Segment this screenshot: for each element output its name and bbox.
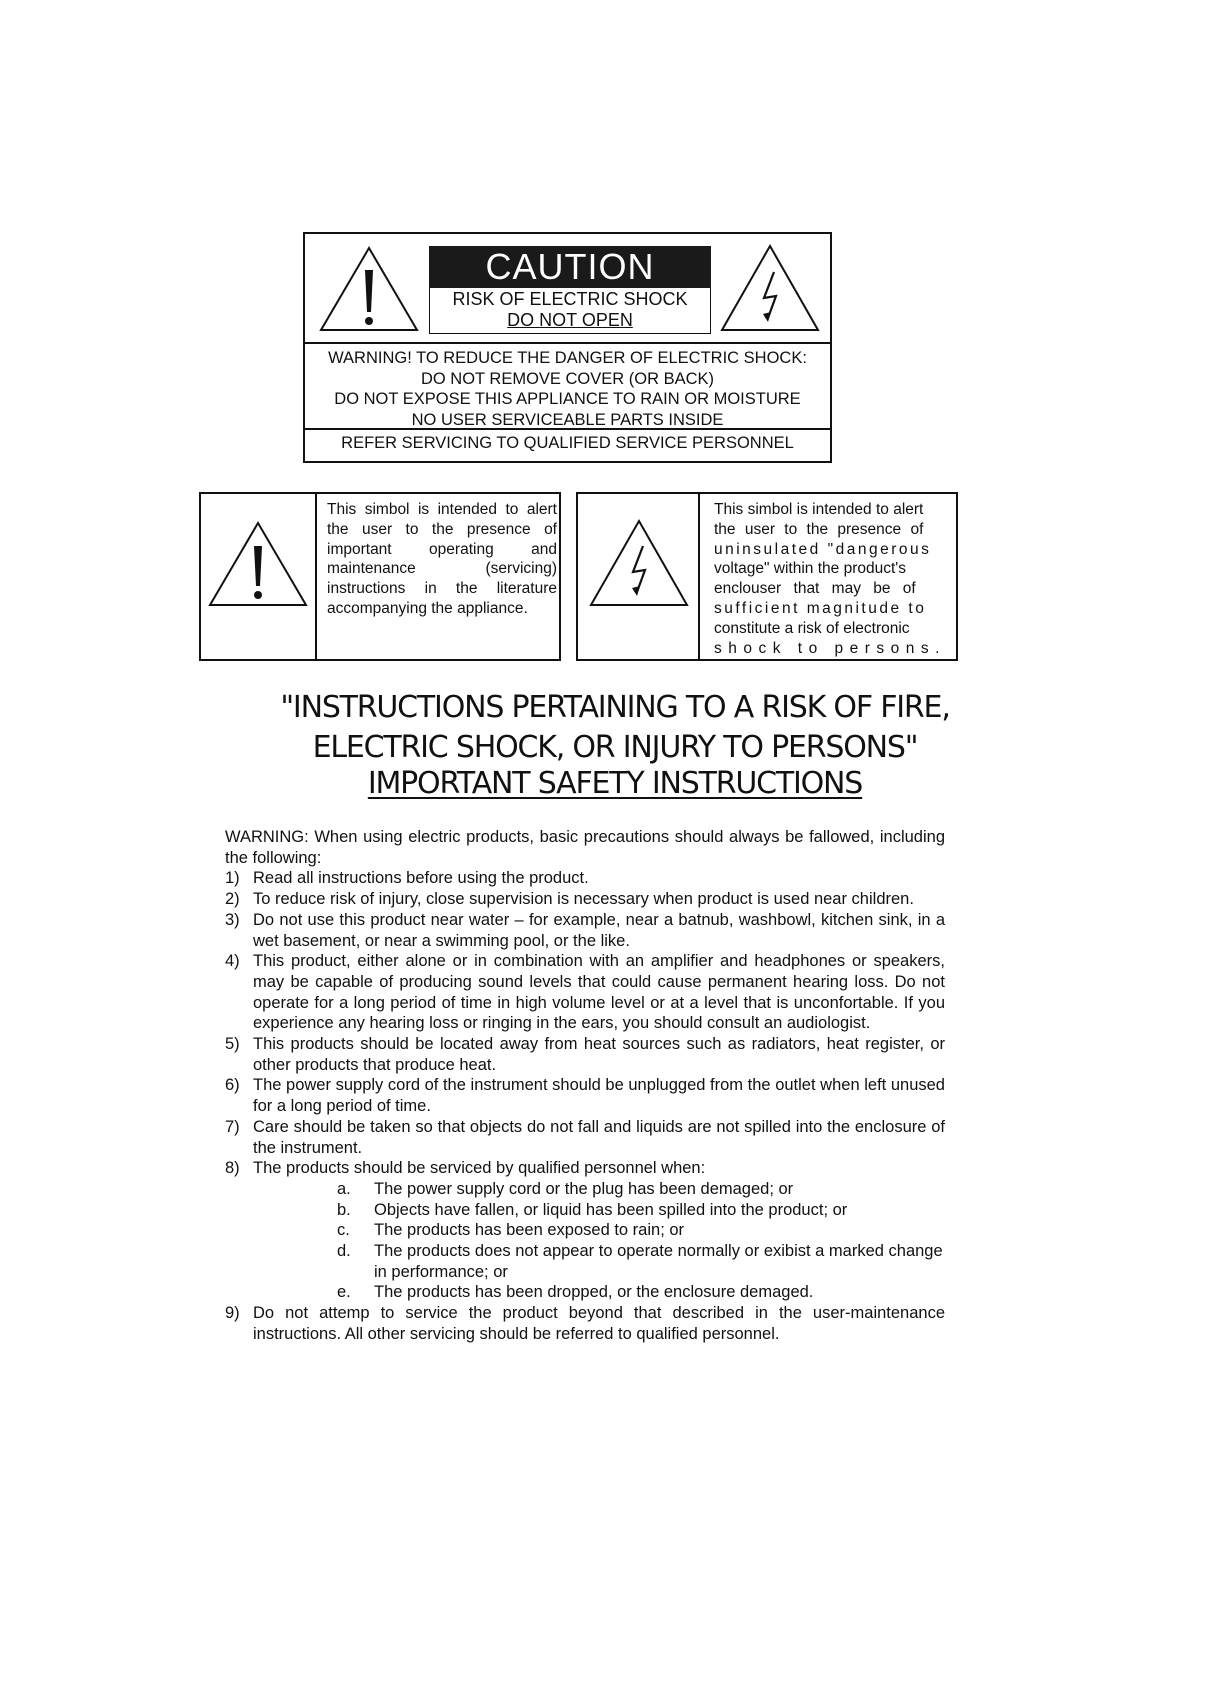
sub-item-text: Objects have fallen, or liquid has been spilled into the product; or <box>374 1200 848 1219</box>
sub-item-letter: c. <box>337 1221 350 1240</box>
lightning-symbol-box <box>576 492 958 661</box>
caution-subtitle <box>429 288 711 334</box>
item-number: 5) <box>225 1035 240 1054</box>
sub-item-text: The power supply cord or the plug has been demaged; or <box>374 1179 794 1198</box>
lightning-symbol-text <box>714 500 952 658</box>
heading-line-2: ELECTRIC SHOCK, OR INJURY TO PERSONS" <box>312 730 918 765</box>
exclamation-symbol-box <box>199 492 561 661</box>
caution-title: CAUTION <box>429 246 711 288</box>
caution-warning <box>305 344 830 430</box>
warning-line: DO NOT EXPOSE THIS APPLIANCE TO RAIN OR MOISTURE <box>334 390 801 408</box>
caution-label <box>303 232 832 463</box>
lightning-icon-cell <box>578 494 700 659</box>
warning-line: NO USER SERVICEABLE PARTS INSIDE <box>411 410 724 429</box>
item-text: Read all instructions before using the product. <box>253 869 589 888</box>
safety-instructions <box>225 827 945 1345</box>
sub-list-item <box>225 1179 945 1200</box>
sub-item-text: The products does not appear to operate normally or exibist a marked change in performance; or <box>374 1242 943 1281</box>
item-text: To reduce risk of injury, close supervision is necessary when product is used near children. <box>253 890 914 909</box>
lightning-text-line: uninsulated "dangerous <box>714 540 932 558</box>
list-item <box>225 1034 945 1075</box>
lightning-text-line: This simbol is intended to alert <box>714 501 924 518</box>
caution-refer: REFER SERVICING TO QUALIFIED SERVICE PERSONNEL <box>341 434 794 452</box>
sub-list-item <box>225 1241 945 1282</box>
list-item <box>225 889 945 910</box>
sub-item-letter: a. <box>337 1179 351 1198</box>
lightning-triangle-icon <box>588 518 690 608</box>
caution-line-2: DO NOT OPEN <box>507 310 633 330</box>
caution-header <box>305 234 830 344</box>
item-text: Do not use this product near water – for example, near a batnub, washbowl, kitchen sink, in a wet basement, or near a swimming pool, or the like. <box>253 910 945 950</box>
sub-item-text: The products has been exposed to rain; or <box>374 1221 685 1240</box>
item-number: 4) <box>225 952 240 971</box>
sub-item-letter: b. <box>337 1200 351 1219</box>
list-item <box>225 951 945 1034</box>
sub-list-item <box>225 1220 945 1241</box>
lightning-text-line: enclouser that may be of <box>714 580 916 598</box>
warning-line: DO NOT REMOVE COVER (OR BACK) <box>420 369 715 388</box>
lightning-text-line: constitute a risk of electronic <box>714 619 910 637</box>
list-item <box>225 1303 945 1344</box>
lightning-text-line: the user to the presence of <box>714 520 924 538</box>
list-item <box>225 1075 945 1116</box>
item-text: The products should be serviced by qualified personnel when: <box>253 1159 706 1178</box>
safety-intro: WARNING: When using electric products, basic precautions should always be fallowed, including the following: <box>225 828 945 867</box>
caution-line-1: RISK OF ELECTRIC SHOCK <box>452 289 688 309</box>
important-safety-title: IMPORTANT SAFETY INSTRUCTIONS <box>367 766 863 801</box>
sub-item-letter: e. <box>337 1283 351 1302</box>
item-text: This products should be located away from heat sources such as radiators, heat register, or other products that produce heat. <box>253 1035 945 1074</box>
item-number: 3) <box>225 910 240 929</box>
item-text: The power supply cord of the instrument should be unplugged from the outlet when left unused for a long period of time. <box>253 1076 945 1116</box>
item-number: 9) <box>225 1304 240 1323</box>
item-number: 2) <box>225 890 240 909</box>
item-number: 6) <box>225 1076 240 1095</box>
list-item <box>225 868 945 889</box>
sub-list-item <box>225 1200 945 1221</box>
item-text: Do not attemp to service the product beyond that described in the user-maintenance instructions. All other servicing should be referred to qualified personnel. <box>253 1304 945 1343</box>
warning-line: WARNING! TO REDUCE THE DANGER OF ELECTRIC SHOCK: <box>328 349 807 367</box>
lightning-triangle-icon <box>718 242 822 334</box>
item-text: Care should be taken so that objects do not fall and liquids are not spilled into the enclosure of the instrument. <box>253 1117 945 1157</box>
sub-item-letter: d. <box>337 1242 351 1261</box>
exclamation-symbol-text: This simbol is intended to alert the user to the presence of important operating and maintenance (servicing) instructions in the literature accompanying the appliance. <box>327 501 557 617</box>
heading-line-1: "INSTRUCTIONS PERTAINING TO A RISK OF FIRE, <box>280 690 950 725</box>
sub-list-item <box>225 1282 945 1303</box>
lightning-text-line: voltage" within the product's <box>714 560 906 578</box>
item-text: This product, either alone or in combination with an amplifier and headphones or speakers, may be capable of producing sound levels that could cause permanent hearing loss. Do not operate for a long period of time in high volume level or at a level that is unconfortable. If you experience any hearing loss or ringing in the ears, you should consult an audiologist. <box>253 952 945 1033</box>
lightning-text-line: sufficient magnitude to <box>714 599 927 617</box>
lightning-text-line: shock to persons. <box>714 639 946 657</box>
list-item <box>225 910 945 951</box>
list-item <box>225 1158 945 1179</box>
list-item <box>225 1117 945 1158</box>
item-number: 1) <box>225 869 240 888</box>
exclamation-icon-cell <box>201 494 317 659</box>
caution-center <box>429 246 711 334</box>
exclamation-triangle-icon <box>317 244 421 334</box>
sub-item-text: The products has been dropped, or the enclosure demaged. <box>374 1283 814 1302</box>
item-number: 7) <box>225 1117 240 1136</box>
item-number: 8) <box>225 1159 240 1178</box>
exclamation-triangle-icon <box>207 520 309 608</box>
